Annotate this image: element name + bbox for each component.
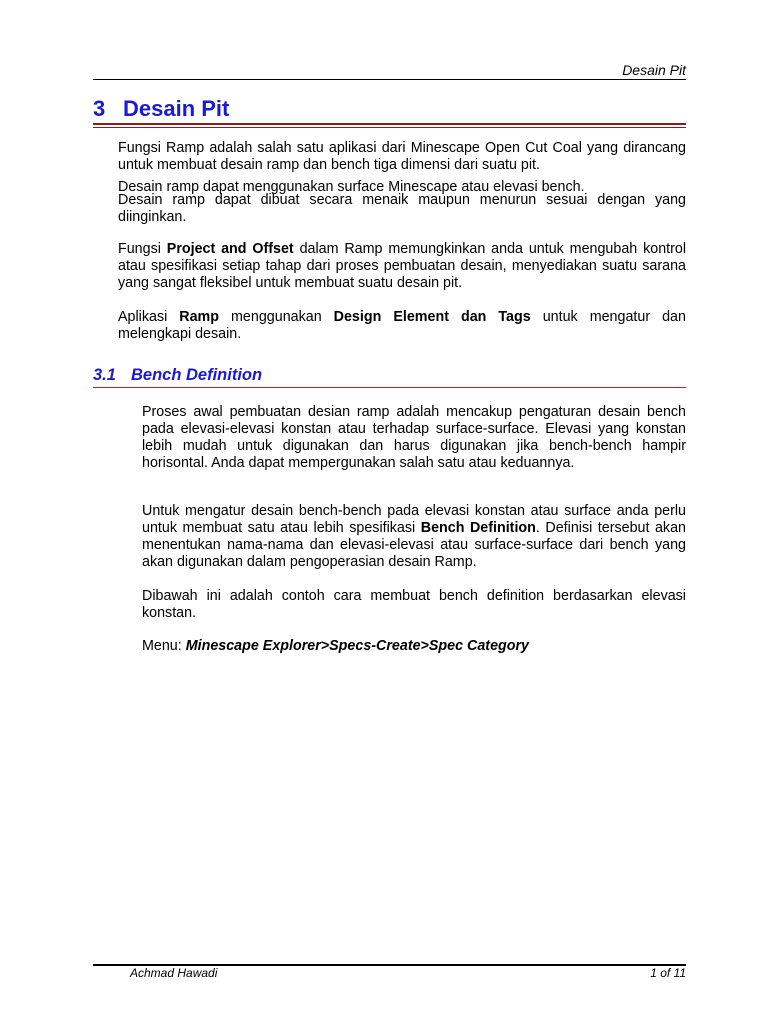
page-number: 1 of 11	[650, 966, 686, 980]
section-heading	[93, 366, 262, 385]
intro-paragraph-3	[118, 241, 686, 292]
section-paragraph-3: Dibawah ini adalah contoh cara membuat bench definition berdasarkan elevasi konstan.	[142, 588, 686, 621]
project-and-offset-term: Project and Offset	[166, 241, 294, 257]
intro-paragraph-3-text: Fungsi	[118, 241, 167, 257]
chapter-rule	[93, 123, 686, 125]
intro-paragraph-2-line2: Desain ramp dapat dibuat secara menaik maupun menurun sesuai dengan yang diinginkan.	[118, 192, 686, 225]
section-rule	[93, 387, 686, 388]
menu-path: Minescape Explorer>Specs-Create>Spec Category	[185, 638, 529, 654]
section-paragraph-1: Proses awal pembuatan desian ramp adalah mencakup pengaturan desain bench pada elevasi-elevasi konstan atau terhadap surface-surface. Elevasi yang konstan lebih mudah untuk digunakan dan harus digunakan jika bench-bench hampir horisontal. Anda dapat mempergunakan salah satu atau keduannya.	[142, 404, 686, 471]
section-title: Bench Definition	[131, 366, 263, 384]
chapter-number: 3	[93, 96, 106, 121]
menu-label: Menu:	[142, 638, 186, 654]
intro-paragraph-4-text-mid: menggunakan	[219, 309, 334, 325]
chapter-heading	[93, 96, 229, 122]
intro-paragraph-1: Fungsi Ramp adalah salah satu aplikasi dari Minescape Open Cut Coal yang dirancang untuk membuat desain ramp dan bench tiga dimensi dari suatu pit.	[118, 140, 686, 173]
section-paragraph-2-text-end: . Definisi tersebut akan menentukan nama-nama dan elevasi-elevasi atau surface-surface dari bench yang akan digunakan dalam pengoperasian desain Ramp.	[142, 520, 686, 570]
intro-paragraph-4-text-end: untuk mengatur dan melengkapi desain.	[118, 309, 686, 342]
running-header: Desain Pit	[622, 62, 686, 78]
chapter-title: Desain Pit	[123, 96, 230, 121]
bench-definition-term: Bench Definition	[420, 520, 536, 536]
intro-paragraph-2-line1: Desain ramp dapat menggunakan surface Minescape atau elevasi bench.	[118, 179, 585, 195]
intro-paragraph-3-text-end: dalam Ramp memungkinkan anda untuk mengubah kontrol atau spesifikasi setiap tahap dari proses pembuatan desain, menyediakan suatu sarana yang sangat fleksibel untuk membuat suatu desain pit.	[118, 241, 687, 291]
menu-path-line	[142, 638, 686, 655]
ramp-term: Ramp	[179, 309, 220, 325]
intro-paragraph-4-text: Aplikasi	[118, 309, 180, 325]
section-number: 3.1	[93, 366, 116, 384]
intro-paragraph-4	[118, 309, 686, 343]
section-paragraph-2	[142, 503, 686, 571]
intro-paragraph-2	[118, 179, 686, 226]
footer-author: Achmad Hawadi	[130, 966, 218, 980]
section-paragraph-2-text: Untuk mengatur desain bench-bench pada elevasi konstan atau surface anda perlu untuk membuat satu atau lebih spesifikasi	[142, 503, 686, 536]
chapter-rule-thin	[93, 127, 686, 128]
header-rule	[93, 79, 686, 80]
design-element-term: Design Element dan Tags	[333, 309, 531, 325]
